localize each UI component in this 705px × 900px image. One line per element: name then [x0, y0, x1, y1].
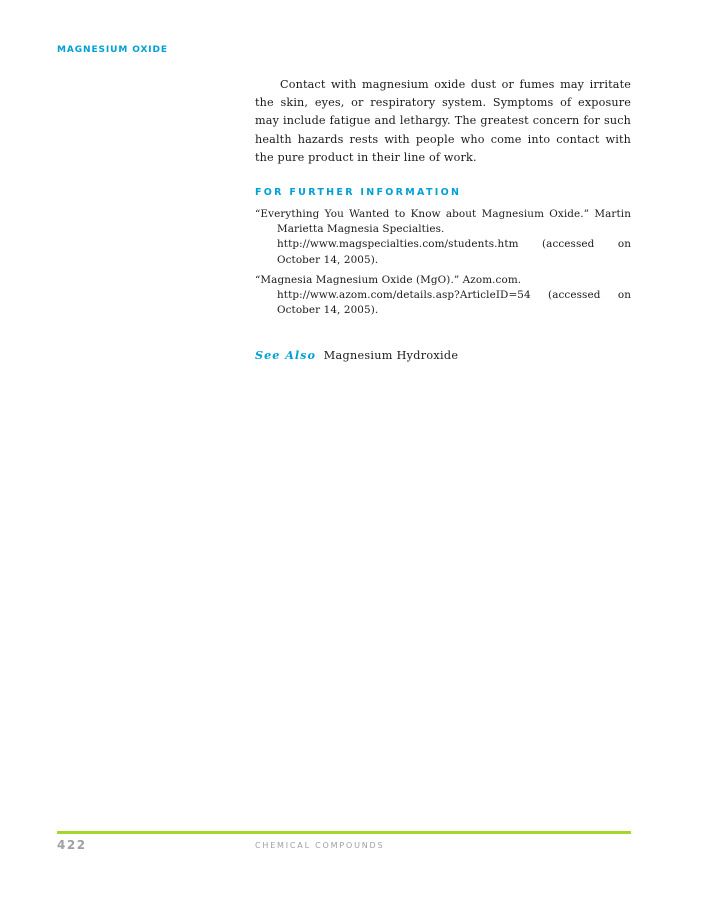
reference-title: “Everything You Wanted to Know about Magnesium Oxide.” Martin Marietta Magnesia Specialties. [255, 208, 631, 236]
reference-item [255, 273, 631, 319]
see-also [255, 348, 631, 362]
section-heading-further-information: FOR FURTHER INFORMATION [255, 187, 462, 198]
footer-rule [57, 831, 631, 834]
running-head: MAGNESIUM OXIDE [57, 45, 168, 55]
body-paragraph: Contact with magnesium oxide dust or fumes may irritate the skin, eyes, or respiratory system. Symptoms of exposure may include fatigue and lethargy. The greatest concern for such health hazards rests with people who come into contact with the pure product in their line of work. [255, 78, 631, 164]
reference-item [255, 207, 631, 268]
reference-title: “Magnesia Magnesium Oxide (MgO).” Azom.com. [255, 273, 522, 286]
reference-url: http://www.magspecialties.com/students.htm (accessed on October 14, 2005). [277, 238, 631, 266]
reference-list [255, 207, 631, 323]
see-also-label: See Also [255, 348, 316, 362]
book-title: CHEMICAL COMPOUNDS [255, 841, 385, 850]
see-also-link[interactable]: Magnesium Hydroxide [323, 349, 459, 362]
reference-url: http://www.azom.com/details.asp?ArticleID=54 (accessed on October 14, 2005). [277, 289, 631, 317]
page-number: 422 [57, 838, 87, 852]
